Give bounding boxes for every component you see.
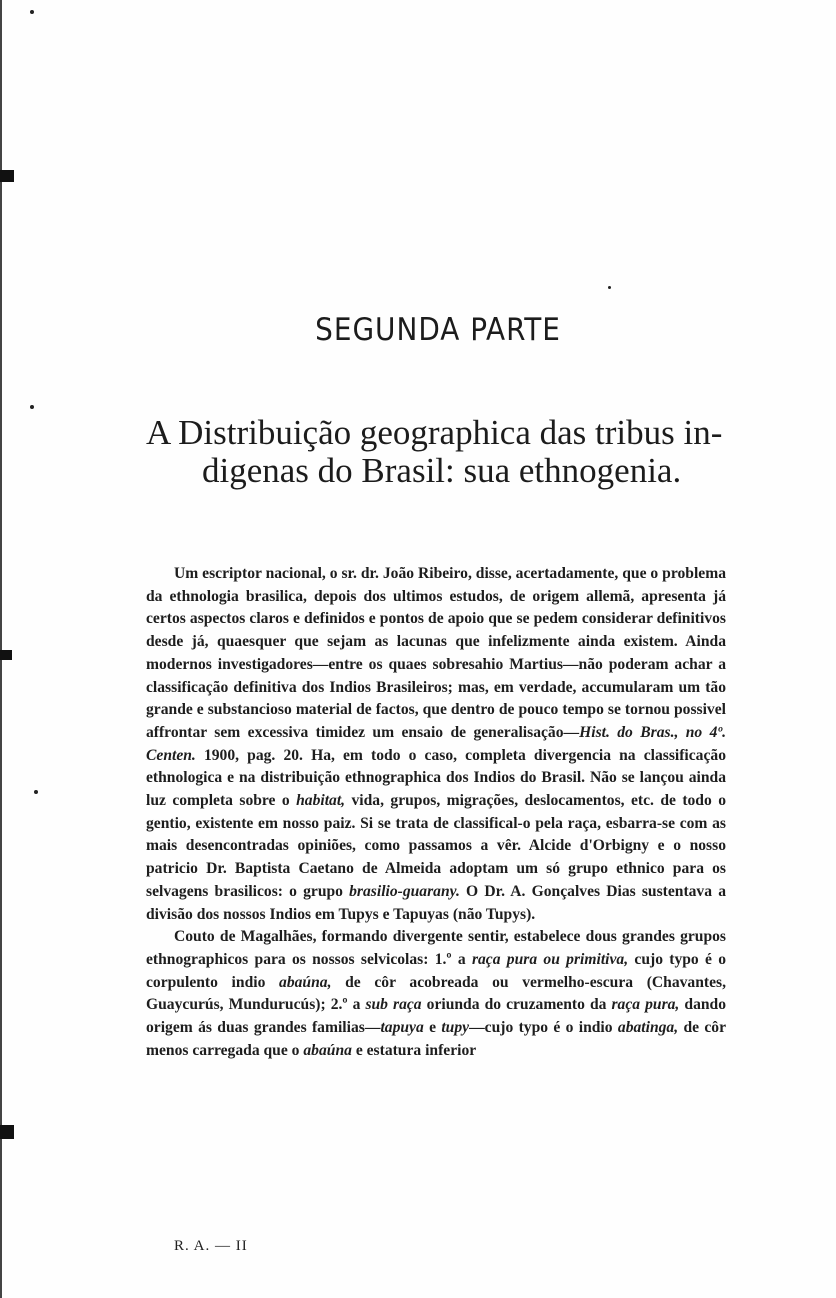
paragraph-1: [146, 563, 726, 926]
paragraph-2-text: —cujo typo é o indio: [469, 1019, 618, 1037]
italic-term: habitat,: [296, 792, 346, 810]
paragraph-1-text: O Dr. A. Gonçalves Dias sustentava a divisão dos nossos Indios em Tupys e Tapuyas (não Tupys).: [146, 882, 726, 923]
signature-mark: R. A. — II: [174, 1238, 248, 1254]
chapter-title-line-1: A Distribuição geographica das tribus in-: [146, 413, 723, 452]
italic-term: abaúna,: [279, 973, 332, 991]
italic-term: sub raça: [365, 996, 422, 1014]
italic-term: tupy: [441, 1019, 470, 1037]
edge-mark: [0, 170, 14, 182]
italic-term: brasilio-guarany.: [349, 882, 460, 900]
paragraph-2-text: de côr menos carregada que o: [146, 1019, 727, 1059]
citation-reference: Hist. do Bras., no 4º. Centen.: [146, 723, 726, 764]
italic-term: abaúna: [303, 1041, 352, 1059]
italic-term: raça pura,: [611, 996, 680, 1014]
body-text: [146, 563, 726, 1062]
edge-mark: [0, 1125, 14, 1139]
scan-speck: [608, 286, 611, 289]
paragraph-2-text: oriunda do cruzamento da: [421, 996, 612, 1014]
scan-speck: [30, 405, 34, 409]
paragraph-2-text: de côr acobreada ou vermelho-escura (Chavantes, Guaycurús, Mundurucús); 2.º a: [146, 973, 726, 1014]
paragraph-2-text: Couto de Magalhães, formando divergente sentir, estabelece dous grandes grupos ethnographicos para os nossos selvicolas: 1.º a: [146, 928, 726, 968]
paragraph-2-text: cujo typo é o corpulento indio: [146, 950, 727, 991]
edge-mark: [0, 650, 12, 660]
paragraph-2-text: e: [423, 1019, 442, 1037]
italic-term: raça pura ou primitiva,: [471, 950, 629, 968]
paragraph-1-text: 1900, pag. 20. Ha, em todo o caso, completa divergencia na classificação ethnologica e na distribuição ethnographica dos Indios do Brasil. Não se lançou ainda luz completa sobre o: [146, 746, 726, 810]
italic-term: abatinga,: [617, 1019, 679, 1037]
page-binding-edge: [0, 0, 2, 1298]
part-title: SEGUNDA PARTE: [315, 312, 561, 348]
paragraph-2: [146, 926, 726, 1062]
scan-speck: [30, 10, 34, 14]
paragraph-1-text: Um escriptor nacional, o sr. dr. João Ribeiro, disse, acertadamente, que o problema da ethnologia brasilica, depois dos ultimos estudos, de origem allemã, apresenta já certos aspectos claros e definidos e pontos de apoio que se pedem considerar definitivos desde já, quaesquer que sejam as lacunas que infelizmente ainda existem. Ainda modernos investigadores—entre os quaes sobresahio Martius—não poderam achar a classificação definitiva dos Indios Brasileiros; mas, em verdade, accumularam um tão grande e substancioso material de factos, que dentro de pouco tempo se tornou possivel affrontar sem excessiva timidez um ensaio de generalisação—: [146, 565, 726, 741]
paragraph-2-text: e estatura inferior: [351, 1041, 477, 1059]
italic-term: tapuya: [380, 1019, 424, 1037]
chapter-title: [146, 414, 736, 490]
scan-speck: [34, 790, 38, 794]
paragraph-2-text: dando origem ás duas grandes familias—: [146, 996, 727, 1037]
paragraph-1-text: vida, grupos, migrações, deslocamentos, etc. de todo o gentio, existente em nosso paiz. Si se trata de classifical-o pela raça, esbarra-se com as mais desencontradas opiniões, como passamos a vêr. Alcide d'Orbigny e o nosso patricio Dr. Baptista Caetano de Almeida adoptam um só grupo ethnico para os selvagens brasilicos: o grupo: [146, 792, 726, 900]
chapter-title-line-2: digenas do Brasil: sua ethnogenia.: [202, 451, 682, 490]
